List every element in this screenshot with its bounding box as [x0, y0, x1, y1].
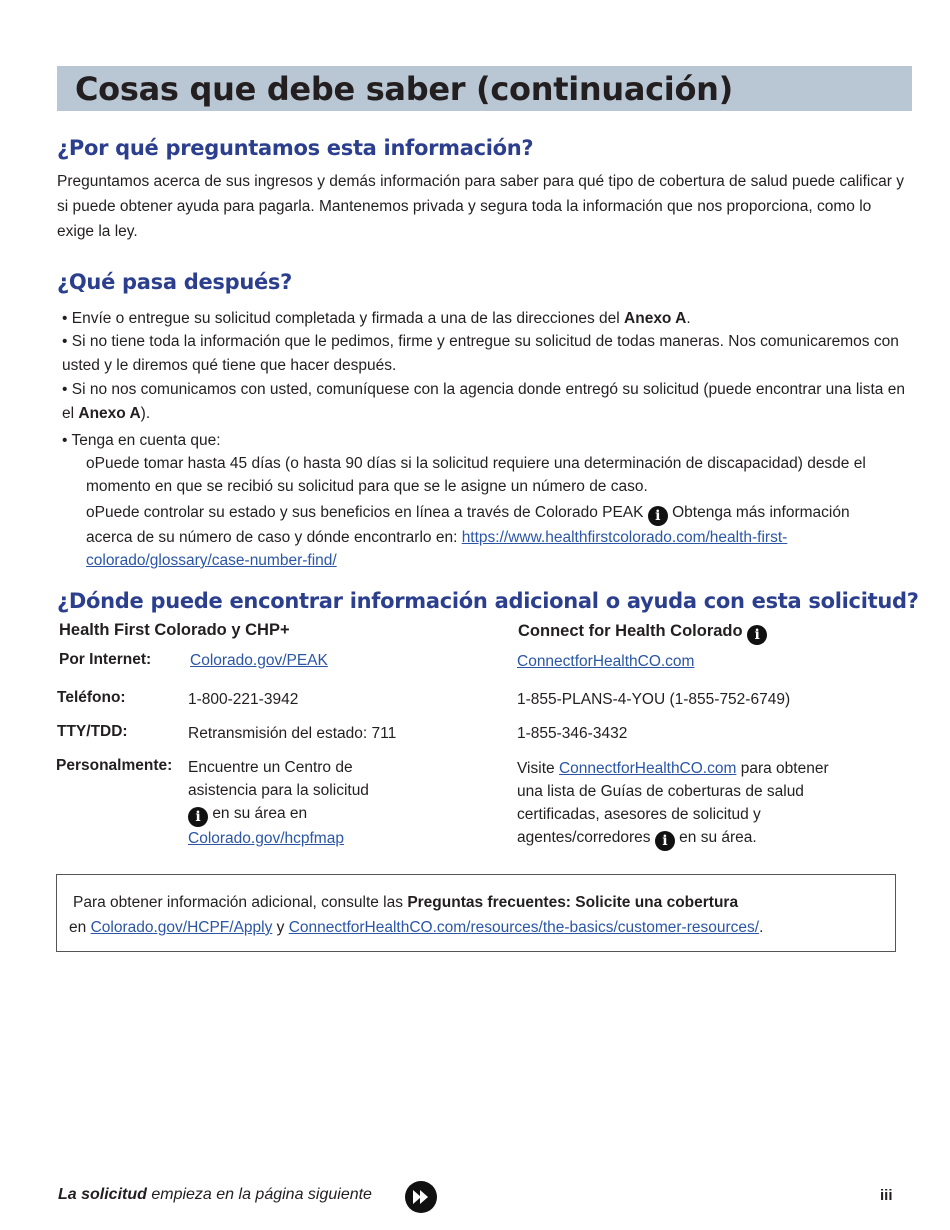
hcpf-apply-link[interactable]: Colorado.gov/HCPF/Apply: [90, 919, 273, 936]
c4h-phone: 1-855-PLANS-4-YOU (1-855-752-6749): [517, 691, 791, 708]
info-icon: i: [188, 807, 208, 827]
c4h-in-person: Visite ConnectforHealthCO.com para obtener una lista de Guías de coberturas de salud certificadas, asesores de solicitud y agentes/corredores i en su área.: [517, 760, 829, 849]
label-phone: Teléfono:: [57, 689, 126, 706]
hf-tty: Retransmisión del estado: 711: [188, 725, 397, 742]
hf-phone: 1-800-221-3942: [188, 691, 299, 708]
bullet-missing-info: • Si no tiene toda la información que le pedimos, firme y entregue su solicitud de todas maneras. Nos comunicaremos con usted y le diremos qué tiene que hacer después.: [62, 333, 899, 374]
section-heading-next: ¿Qué pasa después?: [57, 270, 293, 294]
connect-link[interactable]: ConnectforHealthCO.com: [517, 653, 695, 670]
bullet-contact-agency: • Si no nos comunicamos con usted, comuníquese con la agencia donde entregó su solicitud (puede encontrar una lista en el Anexo A).: [62, 381, 905, 422]
hf-in-person: Encuentre un Centro de asistencia para la solicitud i en su área en Colorado.gov/hcpfmap: [188, 759, 369, 847]
section-heading-where: ¿Dónde puede encontrar información adicional o ayuda con esta solicitud?: [57, 589, 919, 613]
hcpfmap-link[interactable]: Colorado.gov/hcpfmap: [188, 830, 344, 847]
fast-forward-icon: [405, 1181, 437, 1213]
c4h-tty: 1-855-346-3432: [517, 725, 628, 742]
peak-link[interactable]: Colorado.gov/PEAK: [190, 652, 328, 669]
label-tty: TTY/TDD:: [57, 723, 128, 740]
case-number-link[interactable]: https://www.healthfirstcolorado.com/health-first-colorado/glossary/case-number-find/: [86, 529, 788, 569]
additional-info-text: Para obtener información adicional, consulte las Preguntas frecuentes: Solicite una cobertura en Colorado.gov/HCPF/Apply y ConnectforHealthCO.com/resources/the-basics/customer-resources/.: [69, 894, 764, 936]
col-title-connect: Connect for Health Colorado i: [518, 622, 767, 645]
label-internet: Por Internet:: [59, 651, 152, 668]
bullet-note: • Tenga en cuenta que:: [62, 432, 221, 449]
bullet-send: • Envíe o entregue su solicitud completada y firmada a una de las direcciones del Anexo A.: [62, 310, 691, 327]
connect-visit-link[interactable]: ConnectforHealthCO.com: [558, 760, 737, 777]
sub-bullet-45-days: oPuede tomar hasta 45 días (o hasta 90 días si la solicitud requiere una determinación de discapacidad) desde el momento en que se recibió su solicitud para que se le asigne un número de caso.: [86, 455, 866, 495]
label-in-person: Personalmente:: [56, 757, 173, 774]
info-icon: i: [648, 506, 668, 526]
customer-resources-link[interactable]: ConnectforHealthCO.com/resources/the-basics/customer-resources/: [288, 919, 760, 936]
title-bar: [57, 66, 912, 111]
page-number: iii: [880, 1187, 893, 1204]
page-title: Cosas que debe saber (continuación): [75, 70, 733, 108]
why-paragraph: Preguntamos acerca de sus ingresos y demás información para saber para qué tipo de cobertura de salud puede calificar y si puede obtener ayuda para pagarla. Mantenemos privada y segura toda la información que nos proporciona, como lo exige la ley.: [57, 173, 904, 240]
additional-info-box: [56, 874, 896, 952]
section-heading-why: ¿Por qué preguntamos esta información?: [57, 136, 534, 160]
info-icon: i: [655, 831, 675, 851]
col-title-health-first: Health First Colorado y CHP+: [59, 621, 290, 639]
sub-bullet-peak: oPuede controlar su estado y sus beneficios en línea a través de Colorado PEAK i Obtenga más información acerca de su número de caso y dónde encontrarlo en: https://www.healthfirstcolorado.com/health-first-colorado/glossary/case-number-find/: [86, 504, 850, 569]
footer-note: La solicitud empieza en la página siguiente: [58, 1186, 372, 1203]
info-icon: i: [747, 625, 767, 645]
